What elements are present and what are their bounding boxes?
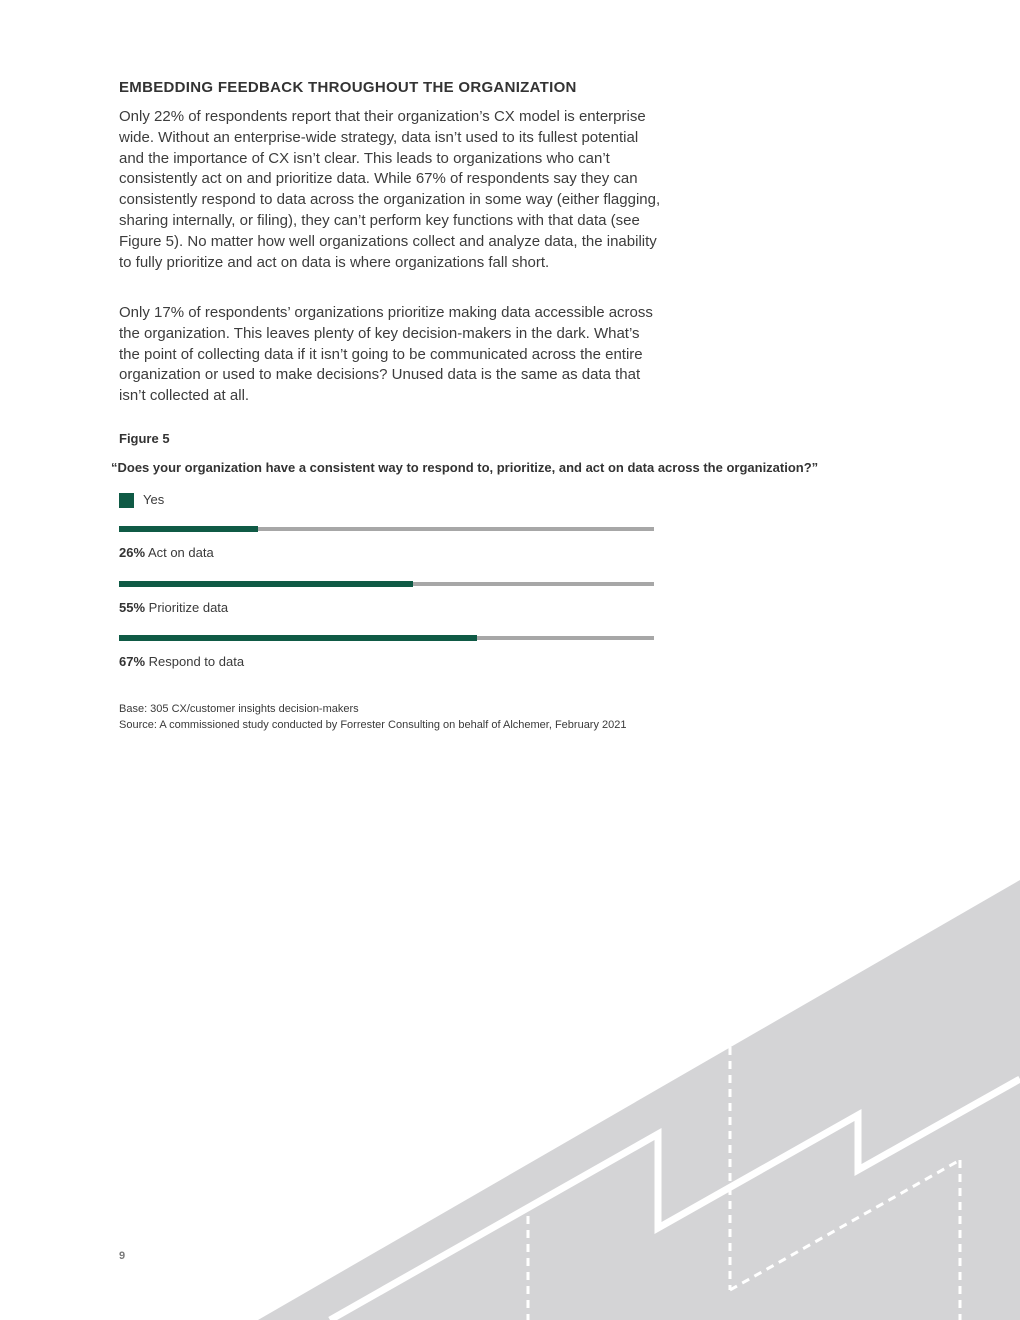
bar-category-label: Prioritize data (148, 600, 229, 615)
body-paragraph-2: Only 17% of respondents’ organizations prioritize making data accessible across the organization. This leaves plenty of key decision-makers in the dark. What’s the point of collecting data if it isn’t going to be communicated across the entire organization or used to make decisions? Unused data is the same as data that isn’t collected at all. (119, 304, 653, 405)
base-note: Base: 305 CX/customer insights decision-makers (119, 703, 359, 715)
section-title: EMBEDDING FEEDBACK THROUGHOUT THE ORGANIZATION (119, 79, 577, 96)
bar-value-label: 26% (119, 545, 146, 560)
page-number: 9 (119, 1250, 126, 1262)
body-paragraph-1: Only 22% of respondents report that their organization’s CX model is enterprise wide. Without an enterprise-wide strategy, data isn’t used to its fullest potential and the importance of CX isn’t clear. This leads to organizations who can’t consistently act on and prioritize data. While 67% of respondents say they can consistently respond to data across the organization in some way (either flagging, sharing internally, or filing), they can’t perform key functions with that data (see Figure 5). No matter how well organizations collect and analyze data, the inability to fully prioritize and act on data is where organizations fall short. (119, 108, 661, 271)
bar-category-label: Respond to data (148, 654, 245, 669)
bar-category-label: Act on data (147, 545, 214, 560)
bar-value-label: 55% (119, 600, 146, 615)
figure-label: Figure 5 (119, 431, 170, 446)
bar-value-label: 67% (119, 654, 146, 669)
legend-label-yes: Yes (143, 492, 165, 507)
source-note: Source: A commissioned study conducted by Forrester Consulting on behalf of Alchemer, February 2021 (119, 719, 627, 731)
gray-diagonal-band (258, 880, 1020, 1320)
figure-question: “Does your organization have a consistent way to respond to, prioritize, and act on data across the organization?” (111, 460, 819, 475)
